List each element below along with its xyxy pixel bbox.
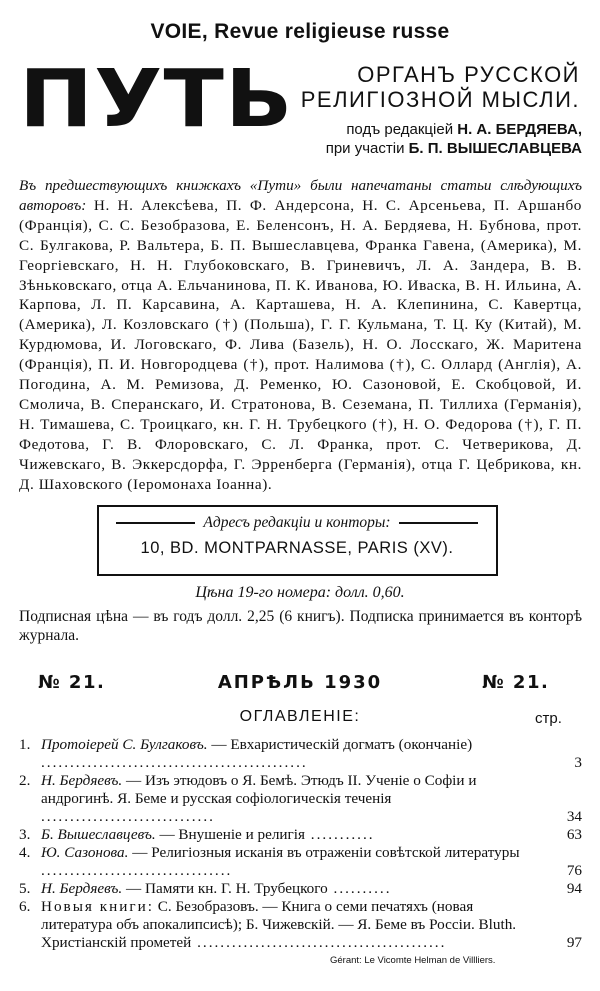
toc-entry-author: Н. Бердяевъ.	[41, 880, 123, 897]
toc-entry-leader: ...........	[305, 826, 375, 843]
toc-entry-body	[41, 844, 582, 880]
toc-entry-title: — Религіозныя исканія въ отраженіи совѣтской литературы	[128, 844, 520, 861]
toc-entry-author: Протоіерей С. Булгаковъ.	[41, 736, 208, 753]
toc-entry-leader: ..........	[327, 880, 392, 897]
previous-authors-paragraph	[19, 176, 582, 495]
organ-line-2: РЕЛИГІОЗНОЙ МЫСЛИ.	[300, 87, 580, 112]
intro-authors: Н. Н. Алексѣева, П. Ф. Андерсона, Н. С. Арсеньева, П. Аршанбо (Франція), С. С. Безобразова, Е. Беленсонъ, Н. А. Бердяева, Н. Бубнова, прот. С. Булгакова, Р. Вальтера, Б. П. Вышеславцева, Франка Гавена, (Америка), М. Георгіевскаго, Н. Н. Глубоковскаго, В. Гриневичъ, Л. А. Зандера, В. В. Зѣньковскаго, отца А. Ельчанинова, П. К. Иванова, Ю. Иваска, В. Н. Ильина, А. Карпова, Л. П. Карсавина, А. Карташева, Н. А. Клепинина, С. Кавертца, (Америка), Л. Козловскаго (†) (Польша), Г. Г. Кульмана, Т. Ц. Ку (Китай), М. Курдюмова, И. Логовскаго, Ф. Лива (Базель), Н. О. Лосскаго, Ж. Маритена (Франція), П. И. Новгородцева (†), прот. Налимова (†), С. Оллард (Англія), А. Погодина, А. М. Ремизова, Д. Ременко, Ю. Сазоновой, Е. Скобцовой, И. Смолича, В. Сперанскаго, И. Стратонова, В. Сеземана, П. Тиллиха (Германія), Н. Тимашева, С. Троицкаго, кн. Г. Н. Трубецкого (†), Н. О. Федорова (†), Г. П. Федотова, Г. В. Флоровскаго, С. Л. Франка, прот. С. Четверикова, Д. Чижевскаго, В. Эккерсдорфа, Г. Эрренберга (Германія), отца Г. Цебрикова, кн. Д. Шаховского (Іеромонаха Іоанна).	[19, 196, 582, 493]
issue-number-right: № 21.	[482, 672, 550, 693]
toc-entry-page: 34	[566, 808, 582, 825]
toc-entry-number: 4.	[19, 844, 31, 861]
toc-page-label: стр.	[535, 710, 562, 727]
toc-entry	[19, 844, 582, 880]
toc-entry-author: Н. Бердяевъ.	[41, 772, 123, 789]
editor-prefix: подъ редакціей	[346, 121, 458, 138]
assist-name: Б. П. ВЫШЕСЛАВЦЕВА	[408, 140, 582, 157]
issue-number-left: № 21.	[38, 672, 106, 693]
organ-line-1: ОРГАНЪ РУССКОЙ	[357, 62, 580, 87]
toc-entry-leader: ..............................................	[41, 754, 308, 771]
toc-entry-number: 3.	[19, 826, 31, 843]
toc-entry-title: — Внушеніе и религія	[155, 826, 305, 843]
toc-entry	[19, 880, 582, 898]
organ-description	[300, 62, 580, 112]
toc-entry-author: Ю. Сазонова.	[41, 844, 129, 861]
toc-entry-number: 2.	[19, 772, 31, 789]
voie-subtitle: VOIE, Revue religieuse russe	[150, 20, 450, 43]
toc-entry-title: — Евхаристическій догматъ (окончаніе)	[207, 736, 473, 753]
editors-block	[282, 120, 582, 158]
toc-entry-author: Новыя книги:	[41, 898, 154, 915]
address-text: 10, BD. MONTPARNASSE, PARIS (XV).	[140, 539, 454, 557]
toc-entry-title: С. Безобразовъ. — Книга о семи печатяхъ (новая литература объ апокалипсисѣ); Б. Чижевскій. — Я. Беме въ Россіи. Bluth. Христіанскій прометей	[41, 898, 517, 951]
table-of-contents	[19, 736, 582, 952]
assist-prefix: при участіи	[325, 140, 409, 157]
rule-right	[399, 522, 478, 523]
address-label-row	[108, 514, 486, 532]
toc-entry-number: 1.	[19, 736, 31, 753]
issue-price: Цѣна 19-го номера: долл. 0,60.	[195, 584, 405, 601]
rule-left	[116, 522, 195, 523]
toc-entry-page: 97	[566, 934, 582, 951]
gerant-line: Gérant: Le Vicomte Helman de Villliers.	[330, 955, 496, 966]
toc-entry-number: 6.	[19, 898, 31, 915]
assist-line	[282, 139, 582, 158]
toc-entry	[19, 898, 582, 952]
editor-line	[282, 120, 582, 139]
toc-entry-body	[41, 772, 582, 826]
editor-name: Н. А. БЕРДЯЕВА,	[457, 121, 582, 138]
toc-entry-page: 63	[566, 826, 582, 843]
toc-entry-title: — Памяти кн. Г. Н. Трубецкого	[122, 880, 328, 897]
toc-entry-leader: ...........................................	[191, 934, 447, 951]
toc-entry-page: 3	[574, 754, 582, 771]
toc-entry	[19, 736, 582, 772]
toc-entry-body	[41, 898, 582, 952]
toc-entry-number: 5.	[19, 880, 31, 897]
toc-entry-body	[41, 880, 582, 898]
toc-entry-body	[41, 826, 582, 844]
toc-entry-author: Б. Вышеславцевъ.	[41, 826, 156, 843]
toc-entry	[19, 826, 582, 844]
toc-entry-page: 76	[566, 862, 582, 879]
address-label: Адресъ редакціи и конторы:	[203, 514, 391, 531]
subscription-info: Подписная цѣна — въ годъ долл. 2,25 (6 книгъ). Подписка принимается въ конторѣ журнала.	[19, 608, 582, 644]
toc-entry-page: 94	[566, 880, 582, 897]
toc-entry-leader: .................................	[41, 862, 233, 879]
intro-lead: Въ предшествующихъ книжкахъ «Пути» были напечатаны статьи слѣдующихъ авторовъ:	[19, 177, 582, 214]
issue-month: АПРѢЛЬ 1930	[217, 672, 383, 693]
toc-entry	[19, 772, 582, 826]
toc-heading: ОГЛАВЛЕНІЕ:	[239, 708, 361, 725]
journal-title: ПУТЬ	[19, 53, 294, 145]
toc-entry-title: — Изъ этюдовъ о Я. Бемѣ. Этюдъ II. Ученіе о Софіи и андрогинѣ. Я. Беме и русская софіологическія теченія	[41, 772, 477, 807]
toc-entry-body	[41, 736, 582, 772]
toc-entry-leader: ..............................	[41, 808, 215, 825]
